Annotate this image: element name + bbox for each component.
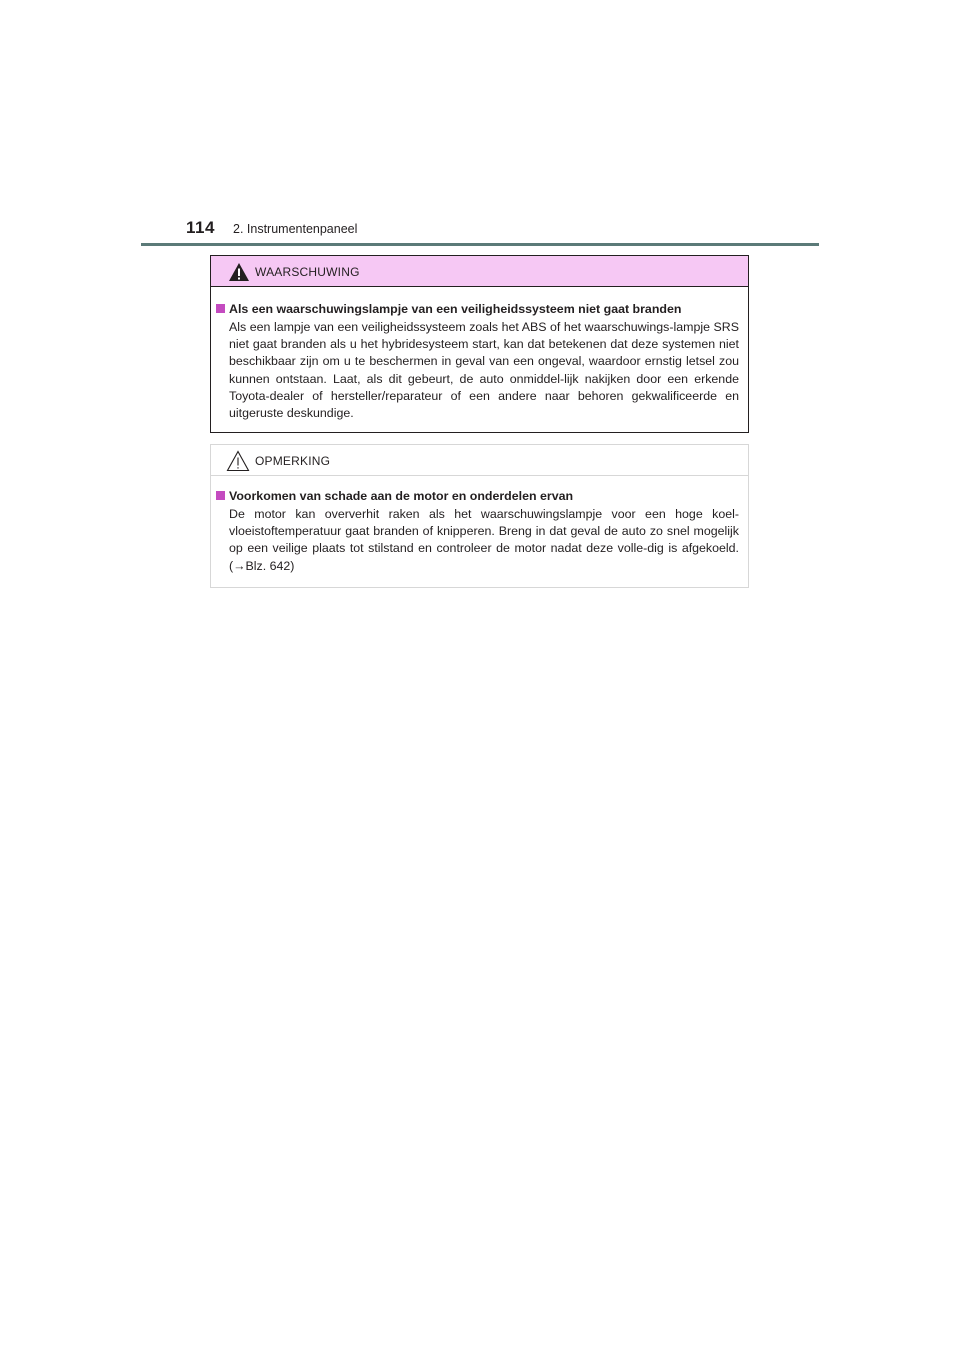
warning-box: [210, 255, 749, 433]
caution-triangle-outline-icon: [226, 450, 250, 472]
notice-box-header: [211, 445, 748, 476]
section-title: 2. Instrumentenpaneel: [233, 222, 358, 236]
square-bullet-icon: [216, 304, 225, 313]
notice-box: [210, 444, 749, 588]
notice-item-heading-text: Voorkomen van schade aan de motor en onderdelen ervan: [229, 489, 574, 503]
warning-item-heading-text: Als een waarschuwingslampje van een veiligheidssysteem niet gaat branden: [229, 302, 682, 316]
warning-label: WAARSCHUWING: [255, 265, 360, 279]
warning-item-heading: [211, 301, 748, 317]
warning-triangle-icon: [228, 262, 250, 282]
page-number: 114: [186, 218, 215, 237]
warning-box-header: [211, 256, 748, 287]
notice-item-body: De motor kan oververhit raken als het waarschuwingslampje voor een hoge koel-vloeistoftemperatuur gaat branden of knipperen. Breng in dat geval de auto zo snel mogelijk op een veilige plaats tot stilstand en controleer de motor nadat deze volle-dig is afgekoeld. (→Blz. 642): [229, 507, 739, 573]
warning-item: [211, 301, 748, 422]
notice-label: OPMERKING: [255, 454, 331, 468]
notice-item-heading: [211, 488, 748, 504]
header-divider: [141, 243, 819, 246]
square-bullet-icon: [216, 491, 225, 500]
notice-item: [211, 488, 748, 575]
warning-item-body: Als een lampje van een veiligheidssysteem zoals het ABS of het waarschuwings-lampje SRS niet gaat branden als u het hybridesysteem start, kan dat betekenen dat deze systemen niet beschikbaar zijn om u te beschermen in geval van een ongeval, waardoor ernstig letsel zou kunnen ontstaan. Laat, als dit gebeurt, de auto onmiddel-lijk nakijken door een erkende Toyota-dealer of hersteller/reparateur of een andere naar behoren gekwalificeerde en uitgeruste deskundige.: [229, 320, 739, 421]
